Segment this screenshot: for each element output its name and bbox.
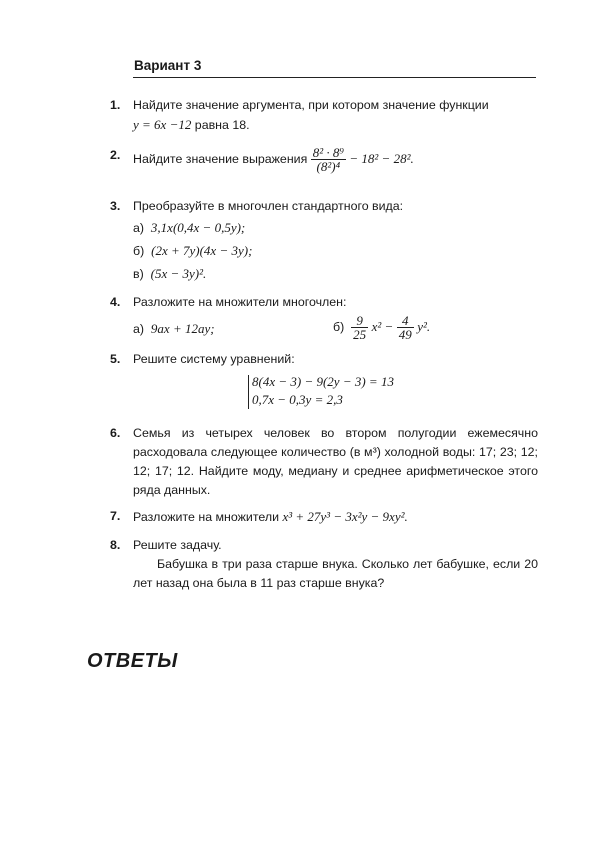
fraction-numerator: 4: [397, 314, 414, 328]
task-number: 5.: [110, 352, 121, 366]
subitem-3a: [133, 219, 245, 237]
term-x: x² −: [371, 318, 394, 334]
subitem-expression: (5x − 3y)².: [150, 266, 207, 281]
task-text: Семья из четырех человек во втором полугодии ежемесячно расходовала следующее количество (в м³) холодной воды: 17; 23; 12; 12; 17; 12. Найдите моду, медиану и среднее арифметическое этого ряда данных.: [133, 426, 538, 497]
task-number: 7.: [110, 509, 121, 523]
task-number: 1.: [110, 98, 121, 112]
task-text: Решите систему уравнений:: [133, 352, 295, 366]
fraction-nine-25: [351, 314, 368, 341]
task-number: 2.: [110, 148, 121, 162]
expression-fraction: [311, 146, 346, 173]
task-7: [110, 507, 538, 527]
subitem-3c: [133, 265, 206, 283]
task-text: Преобразуйте в многочлен стандартного вида:: [133, 199, 404, 213]
subitem-label: а): [133, 221, 145, 235]
task-8: [110, 536, 538, 593]
expression-tail: − 18² − 28².: [349, 150, 414, 166]
subitem-label: б): [133, 244, 145, 258]
fraction-denominator: 25: [353, 327, 367, 342]
subitem-expression: 3,1x(0,4x − 0,5y);: [150, 220, 246, 235]
task-number: 3.: [110, 199, 121, 213]
task-text: Разложите на множители многочлен:: [133, 295, 347, 309]
task-text-tail: равна 18.: [194, 118, 250, 132]
fraction-denominator: 49: [398, 327, 412, 342]
title-rule: [133, 77, 536, 78]
subitem-label: б): [333, 319, 345, 334]
task-3: [110, 197, 538, 216]
task-2: [110, 146, 538, 173]
subitem-expression: 9ax + 12ay;: [150, 321, 215, 336]
equation-system: [252, 373, 394, 409]
task-expression: x³ + 27y³ − 3x²y − 9xy².: [282, 509, 408, 524]
task-text: Разложите на множители: [133, 510, 280, 524]
task-4: [110, 293, 538, 312]
subitem-label: в): [133, 267, 144, 281]
fraction-denominator: (8²)⁴: [316, 159, 341, 174]
task-text: Найдите значение аргумента, при котором значение функции: [133, 98, 489, 112]
task-1: [110, 96, 538, 135]
subitem-label: а): [133, 322, 145, 336]
equation-1: 8(4x − 3) − 9(2y − 3) = 13: [252, 374, 394, 389]
subitem-expression: (2x + 7y)(4x − 3y);: [151, 243, 253, 258]
task-5: [110, 350, 538, 369]
equation-2: 0,7x − 0,3y = 2,3: [252, 392, 343, 407]
fraction-numerator: 8² · 8⁹: [312, 145, 344, 160]
task-number: 6.: [110, 426, 121, 440]
task-6: [110, 424, 538, 500]
answers-heading: ОТВЕТЫ: [87, 650, 178, 672]
fraction-numerator: 9: [351, 314, 368, 328]
variant-title: Вариант 3: [134, 58, 202, 73]
word-problem: Бабушка в три раза старше внука. Сколько лет бабушке, если 20 лет назад она была в 11 раз старше внука?: [133, 557, 538, 590]
subitem-4b: [333, 314, 430, 341]
task-formula: y = 6x −12: [133, 117, 192, 132]
subitem-4a: [133, 320, 215, 338]
task-number: 8.: [110, 538, 121, 552]
fraction-four-49: [397, 314, 414, 341]
task-number: 4.: [110, 295, 121, 309]
subitem-3b: [133, 242, 252, 260]
term-y: y².: [417, 318, 431, 334]
task-text: Решите задачу.: [133, 538, 222, 552]
task-text: Найдите значение выражения: [133, 151, 308, 166]
